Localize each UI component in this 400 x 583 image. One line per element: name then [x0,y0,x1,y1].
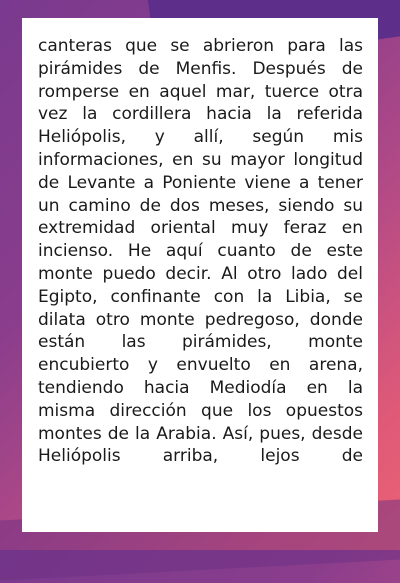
document-page [22,18,378,532]
body-text: canteras que se abrieron para las pirámides de Menfis. Después de romperse en aquel mar, tuerce otra vez la cordillera hacia la referida Heliópolis, y allí, según mis informaciones, en su mayor longitud de Levante a Poniente viene a tener un camino de dos meses, siendo su extremidad oriental muy feraz en incienso. He aquí cuanto de este monte puedo decir. Al otro lado del Egipto, confinante con la Libia, se dilata otro monte pedregoso, donde están las pirámides, monte encubierto y envuelto en arena, tendiendo hacia Mediodía en la misma dirección que los opuestos montes de la Arabia. Así, pues, desde Heliópolis arriba, lejos de [38,36,363,467]
